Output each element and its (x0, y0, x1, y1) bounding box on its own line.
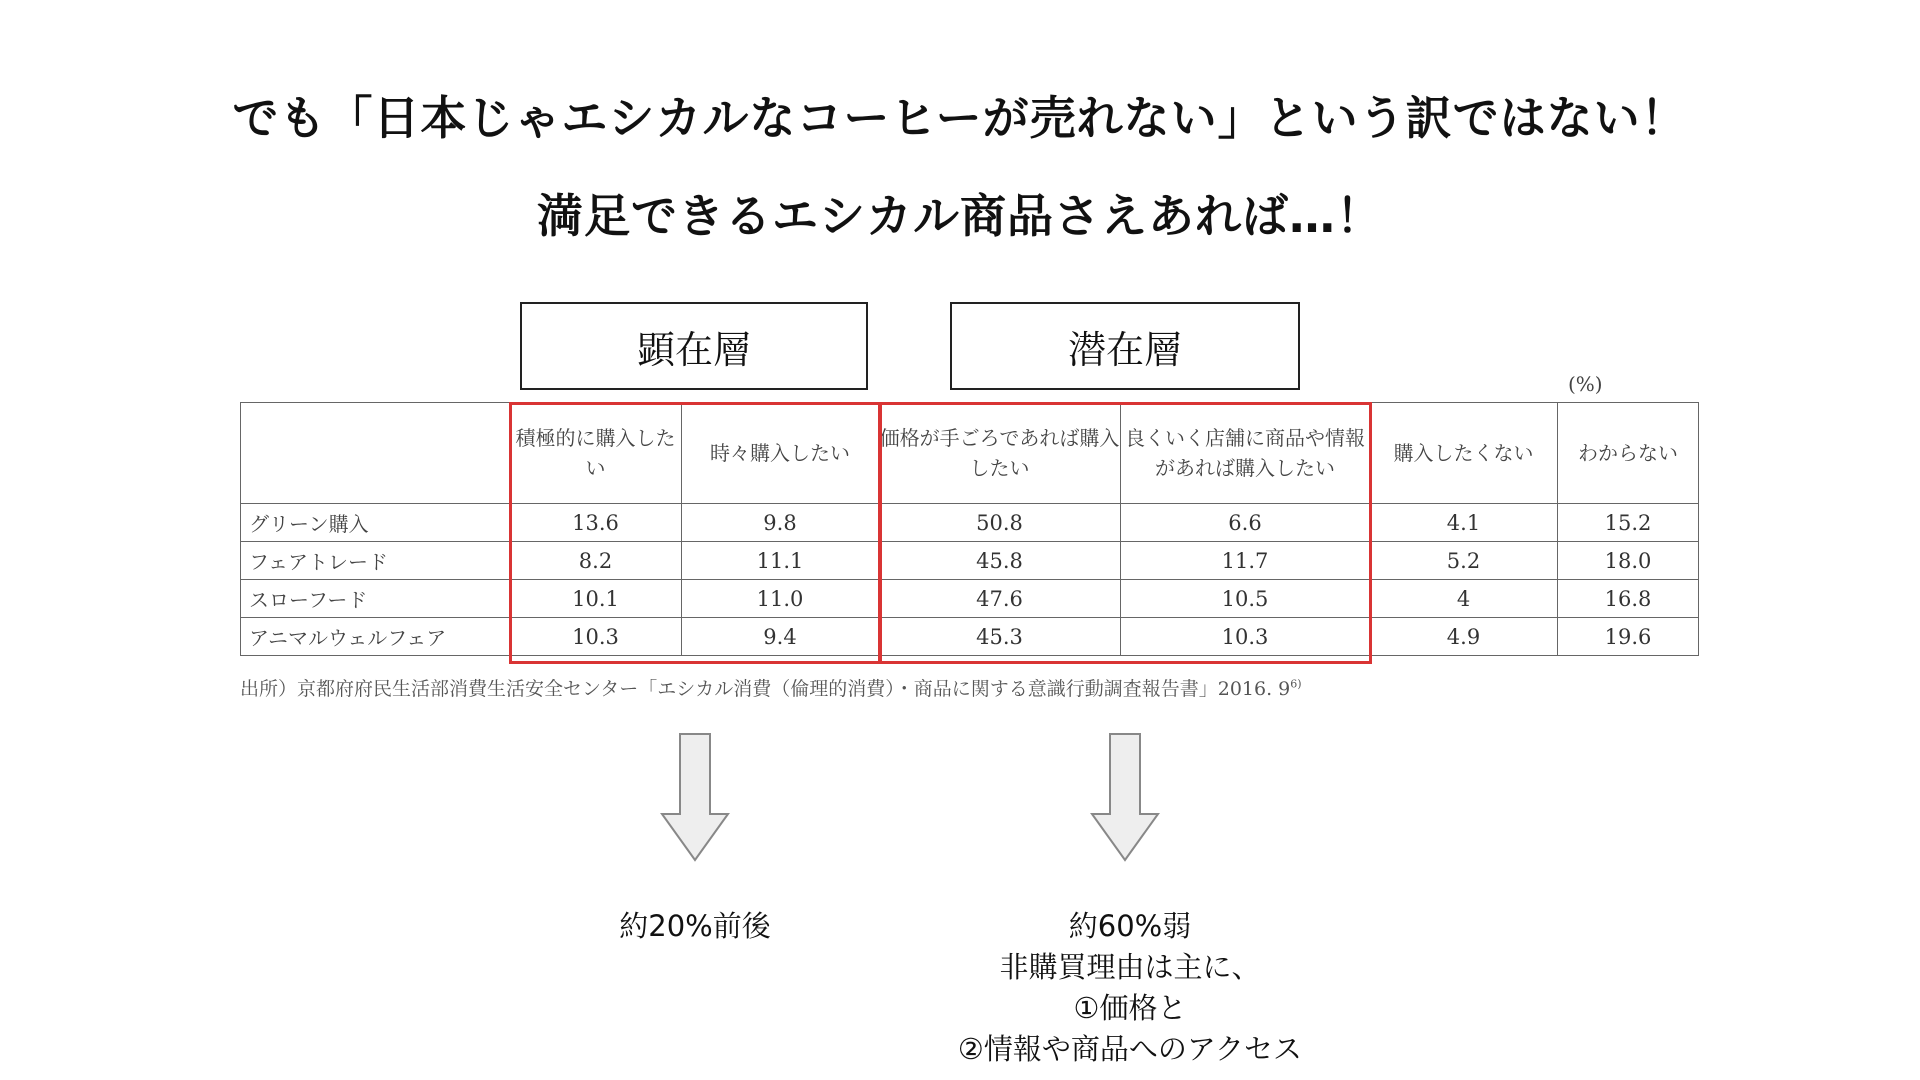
source-citation (240, 674, 1302, 701)
table-header-row (241, 403, 1699, 504)
row-label: アニマルウェルフェア (241, 618, 510, 656)
header-buy-if-available: 良くいく店舗に商品や情報があれば購入したい (1121, 403, 1370, 504)
header-do-not-want: 購入したくない (1370, 403, 1558, 504)
headline-line-2: 満足できるエシカル商品さえあれば…！ (537, 189, 1383, 243)
row-label: グリーン購入 (241, 504, 510, 542)
note-line: ②情報や商品へのアクセス (957, 1032, 1303, 1066)
unit-label: (%) (1568, 372, 1603, 396)
table-cell: 19.6 (1558, 618, 1699, 656)
latent-layer-label: 潜在層 (950, 302, 1300, 390)
table-cell: 10.3 (1121, 618, 1370, 656)
table-row (241, 618, 1699, 656)
down-arrow-icon (1090, 732, 1160, 862)
table-cell: 4.9 (1370, 618, 1558, 656)
table-row (241, 580, 1699, 618)
table-cell: 11.0 (682, 580, 879, 618)
note-line: 非購買理由は主に、 (999, 950, 1261, 984)
source-text: 出所）京都府府民生活部消費生活安全センター「エシカル消費（倫理的消費）・商品に関する意識行動調査報告書」2016. 9 (240, 678, 1291, 700)
table-cell: 8.2 (510, 542, 682, 580)
survey-table (240, 402, 1699, 656)
table-cell: 10.5 (1121, 580, 1370, 618)
explicit-layer-note (520, 906, 870, 947)
explicit-layer-label: 顕在層 (520, 302, 868, 390)
note-line: ①価格と (1073, 991, 1187, 1025)
table-cell: 45.8 (879, 542, 1121, 580)
table-cell: 45.3 (879, 618, 1121, 656)
table-cell: 9.8 (682, 504, 879, 542)
header-sometimes-buy: 時々購入したい (682, 403, 879, 504)
table-row (241, 504, 1699, 542)
table-cell: 4 (1370, 580, 1558, 618)
table-cell: 9.4 (682, 618, 879, 656)
source-footnote: 6) (1290, 677, 1302, 691)
note-line: 約60%弱 (1068, 909, 1192, 943)
table-cell: 6.6 (1121, 504, 1370, 542)
latent-layer-note (870, 906, 1390, 1070)
table-cell: 13.6 (510, 504, 682, 542)
table-cell: 10.1 (510, 580, 682, 618)
note-line: 約20%前後 (619, 909, 771, 943)
row-label: フェアトレード (241, 542, 510, 580)
table-cell: 5.2 (1370, 542, 1558, 580)
row-label: スローフード (241, 580, 510, 618)
header-actively-buy: 積極的に購入したい (510, 403, 682, 504)
table-cell: 4.1 (1370, 504, 1558, 542)
table-cell: 11.7 (1121, 542, 1370, 580)
table-row (241, 542, 1699, 580)
headline-line-1: でも「日本じゃエシカルなコーヒーが売れない」という訳ではない！ (232, 91, 1688, 145)
header-do-not-know: わからない (1558, 403, 1699, 504)
table-cell: 10.3 (510, 618, 682, 656)
table-cell: 47.6 (879, 580, 1121, 618)
header-buy-if-affordable: 価格が手ごろであれば購入したい (879, 403, 1121, 504)
table-cell: 15.2 (1558, 504, 1699, 542)
header-blank (241, 403, 510, 504)
table-cell: 50.8 (879, 504, 1121, 542)
table-cell: 11.1 (682, 542, 879, 580)
table-cell: 16.8 (1558, 580, 1699, 618)
table-cell: 18.0 (1558, 542, 1699, 580)
down-arrow-icon (660, 732, 730, 862)
